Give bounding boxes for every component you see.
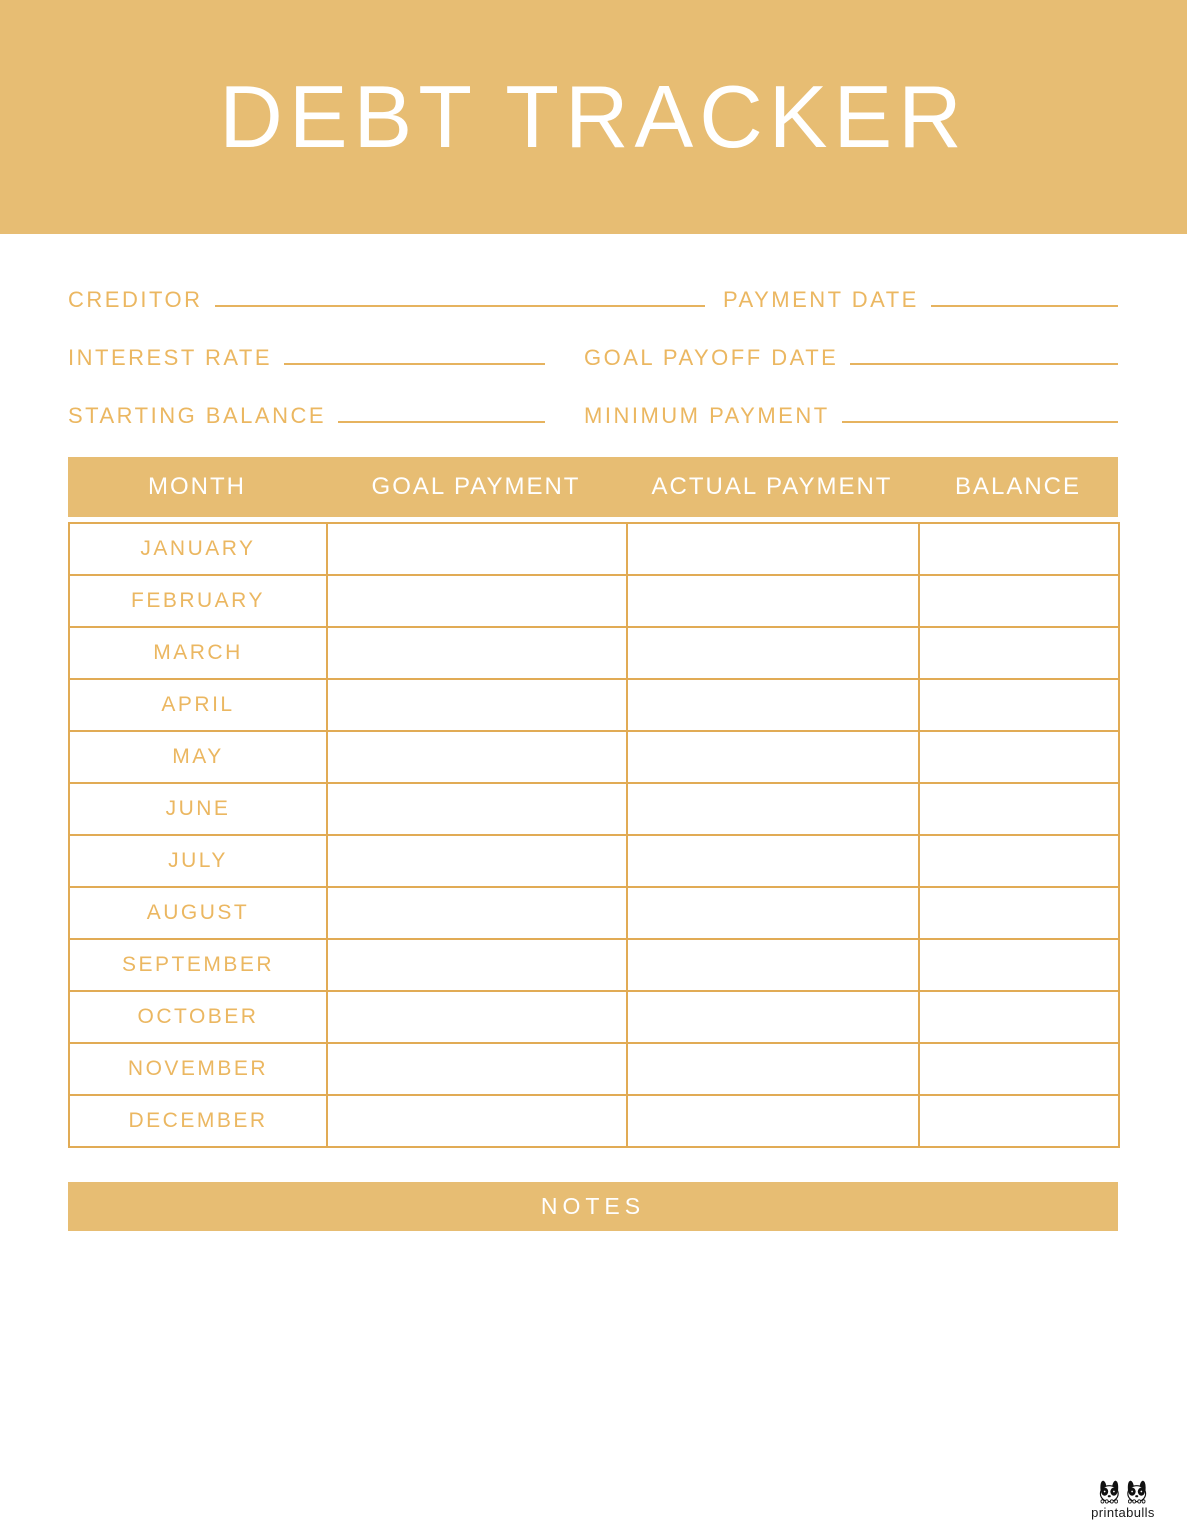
creditor-label: CREDITOR — [68, 287, 203, 312]
balance-cell[interactable] — [919, 939, 1119, 991]
starting-balance-field — [68, 399, 545, 429]
table-row-november — [69, 1043, 1119, 1095]
goal-payoff-date-input-line[interactable] — [850, 341, 1118, 365]
actual-payment-cell[interactable] — [627, 731, 919, 783]
actual-payment-cell[interactable] — [627, 1043, 919, 1095]
month-cell: JANUARY — [69, 523, 327, 575]
creditor-input-line[interactable] — [215, 283, 706, 307]
table-row-may — [69, 731, 1119, 783]
notes-banner[interactable] — [68, 1182, 1118, 1231]
goal-payment-cell[interactable] — [327, 523, 627, 575]
actual-payment-cell[interactable] — [627, 835, 919, 887]
balance-cell[interactable] — [919, 1095, 1119, 1147]
tracker-grid — [68, 522, 1120, 1148]
goal-payment-cell[interactable] — [327, 1043, 627, 1095]
table-row-april — [69, 679, 1119, 731]
debt-info-form — [68, 283, 1118, 428]
month-cell: AUGUST — [69, 887, 327, 939]
month-cell: NOVEMBER — [69, 1043, 327, 1095]
actual-payment-cell[interactable] — [627, 1095, 919, 1147]
actual-payment-cell[interactable] — [627, 627, 919, 679]
table-row-august — [69, 887, 1119, 939]
starting-balance-label: STARTING BALANCE — [68, 403, 327, 428]
goal-payment-cell[interactable] — [327, 939, 627, 991]
table-row-february — [69, 575, 1119, 627]
actual-payment-column-header: ACTUAL PAYMENT — [651, 473, 893, 500]
form-row-1 — [68, 283, 1118, 312]
brand-name: printabulls — [1091, 1505, 1155, 1520]
balance-cell[interactable] — [919, 991, 1119, 1043]
interest-rate-field — [68, 341, 545, 371]
brand-logo — [1087, 1479, 1159, 1520]
page-title: DEBT TRACKER — [219, 67, 968, 166]
goal-payment-cell[interactable] — [327, 575, 627, 627]
balance-cell[interactable] — [919, 835, 1119, 887]
goal-payment-cell[interactable] — [327, 1095, 627, 1147]
balance-cell[interactable] — [919, 1043, 1119, 1095]
starting-balance-input-line[interactable] — [338, 399, 545, 423]
month-cell: APRIL — [69, 679, 327, 731]
month-cell: MARCH — [69, 627, 327, 679]
balance-cell[interactable] — [919, 783, 1119, 835]
tracker-table — [68, 457, 1118, 1148]
balance-cell[interactable] — [919, 679, 1119, 731]
month-cell: OCTOBER — [69, 991, 327, 1043]
month-column-header: MONTH — [148, 473, 246, 500]
goal-payment-cell[interactable] — [327, 991, 627, 1043]
creditor-field — [68, 283, 705, 313]
actual-payment-cell[interactable] — [627, 783, 919, 835]
table-row-january — [69, 523, 1119, 575]
minimum-payment-field — [584, 399, 1118, 429]
actual-payment-cell[interactable] — [627, 575, 919, 627]
actual-payment-cell[interactable] — [627, 523, 919, 575]
table-row-october — [69, 991, 1119, 1043]
month-cell: JUNE — [69, 783, 327, 835]
actual-payment-cell[interactable] — [627, 991, 919, 1043]
table-row-march — [69, 627, 1119, 679]
goal-payment-cell[interactable] — [327, 835, 627, 887]
goal-payment-column-header: GOAL PAYMENT — [371, 473, 581, 500]
table-row-september — [69, 939, 1119, 991]
minimum-payment-label: MINIMUM PAYMENT — [584, 403, 830, 428]
table-row-july — [69, 835, 1119, 887]
month-cell: MAY — [69, 731, 327, 783]
minimum-payment-input-line[interactable] — [842, 399, 1118, 423]
table-row-june — [69, 783, 1119, 835]
goal-payment-cell[interactable] — [327, 887, 627, 939]
goal-payment-cell[interactable] — [327, 731, 627, 783]
month-cell: DECEMBER — [69, 1095, 327, 1147]
interest-rate-label: INTEREST RATE — [68, 345, 273, 370]
printabulls-dogs-icon — [1097, 1479, 1149, 1504]
goal-payment-cell[interactable] — [327, 679, 627, 731]
notes-label: NOTES — [540, 1193, 646, 1219]
balance-column-header: BALANCE — [954, 473, 1082, 500]
balance-cell[interactable] — [919, 887, 1119, 939]
balance-cell[interactable] — [919, 731, 1119, 783]
payment-date-field — [723, 283, 1118, 313]
goal-payoff-date-field — [584, 341, 1118, 371]
month-cell: JULY — [69, 835, 327, 887]
balance-cell[interactable] — [919, 523, 1119, 575]
balance-cell[interactable] — [919, 575, 1119, 627]
goal-payment-cell[interactable] — [327, 627, 627, 679]
form-row-3 — [68, 399, 1118, 428]
actual-payment-cell[interactable] — [627, 887, 919, 939]
form-row-2 — [68, 341, 1118, 370]
month-cell: SEPTEMBER — [69, 939, 327, 991]
table-row-december — [69, 1095, 1119, 1147]
balance-cell[interactable] — [919, 627, 1119, 679]
header-banner — [0, 0, 1187, 234]
actual-payment-cell[interactable] — [627, 939, 919, 991]
interest-rate-input-line[interactable] — [284, 341, 545, 365]
goal-payment-cell[interactable] — [327, 783, 627, 835]
table-header-row — [68, 457, 1118, 517]
payment-date-input-line[interactable] — [931, 283, 1118, 307]
actual-payment-cell[interactable] — [627, 679, 919, 731]
month-cell: FEBRUARY — [69, 575, 327, 627]
payment-date-label: PAYMENT DATE — [723, 287, 919, 312]
goal-payoff-date-label: GOAL PAYOFF DATE — [584, 345, 839, 370]
